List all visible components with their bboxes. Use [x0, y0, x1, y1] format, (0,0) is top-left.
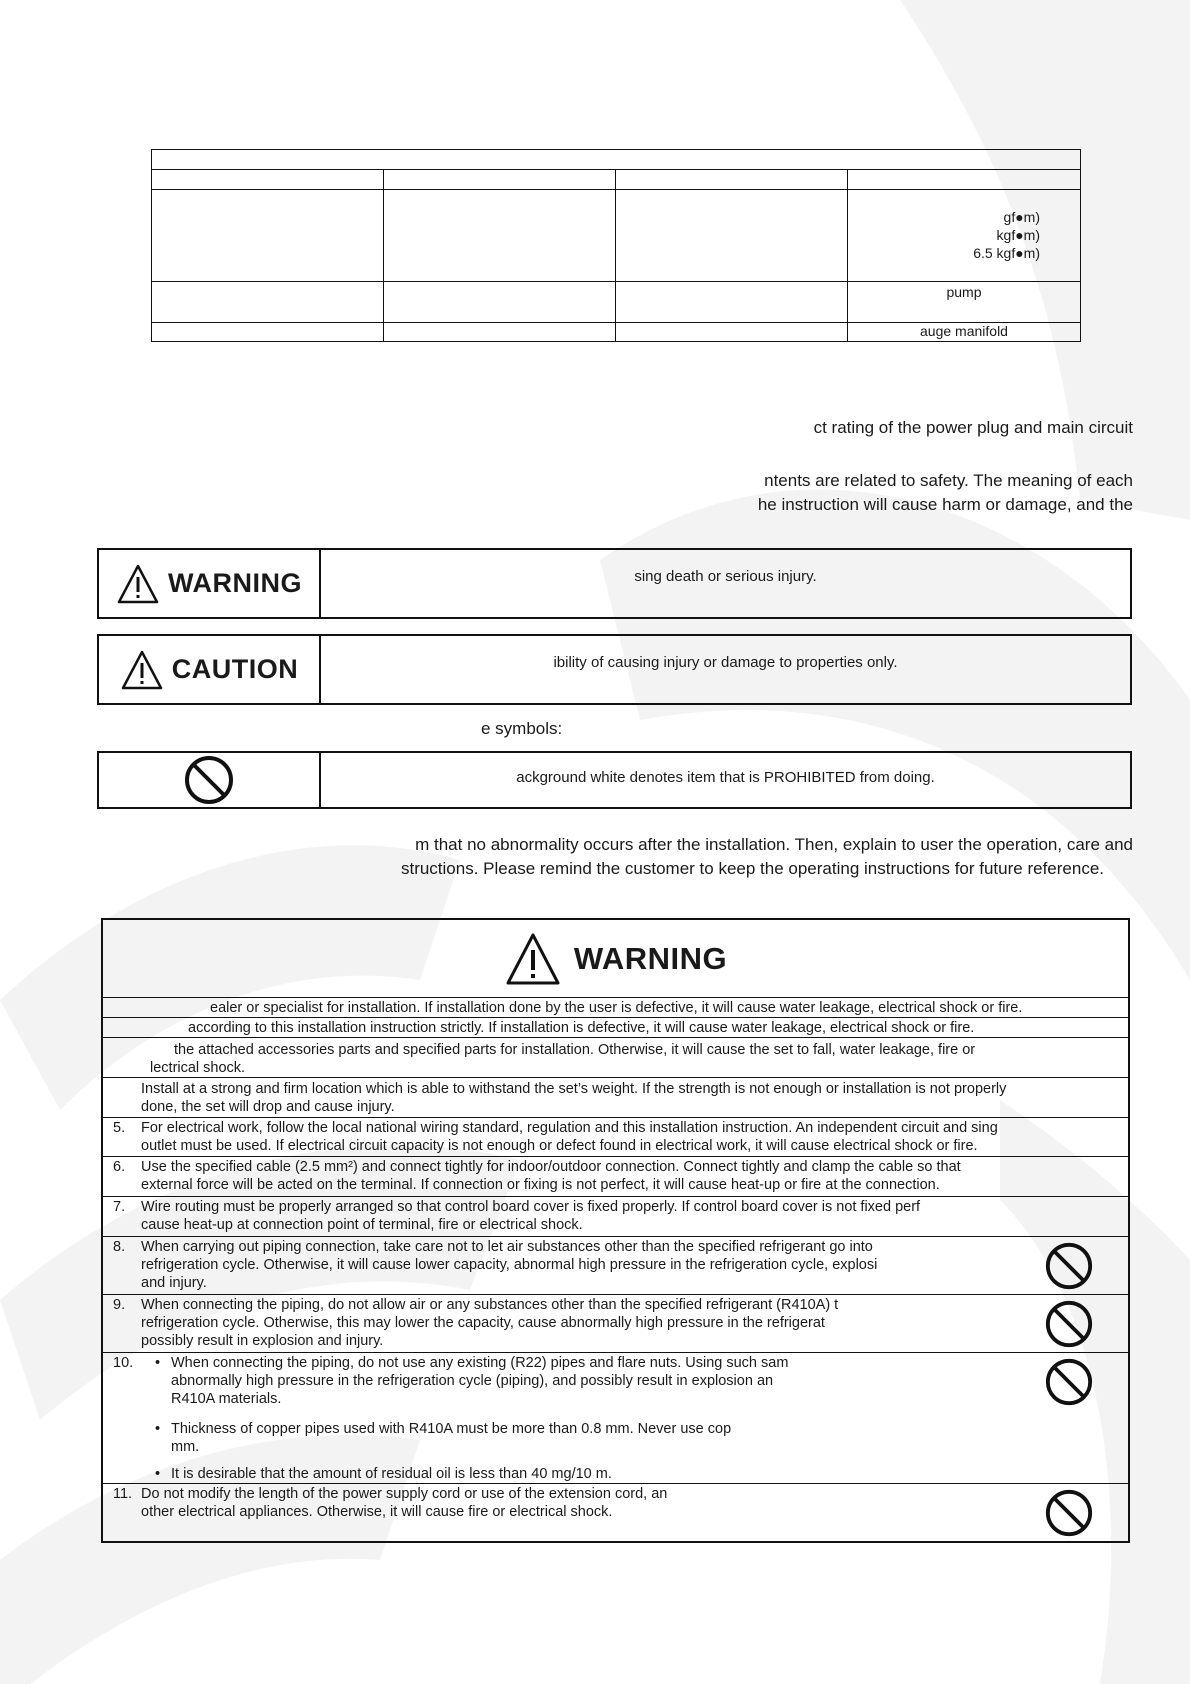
- warning-item-number: 7.: [113, 1199, 126, 1215]
- prohibited-definition-box: [97, 751, 1132, 809]
- warning-item-text: other electrical appliances. Otherwise, it will cause fire or electrical shock.: [141, 1504, 613, 1520]
- warning-item-text: Use the specified cable (2.5 mm²) and connect tightly for indoor/outdoor connection. Connect tightly and clamp the cable so that: [141, 1159, 961, 1175]
- table-cell: [384, 190, 616, 282]
- warning-list-header: [103, 920, 1128, 998]
- prohibited-icon: [1044, 1488, 1094, 1538]
- torque-values-cell: [848, 190, 1081, 282]
- bullet: •: [155, 1355, 161, 1371]
- prohibited-icon: [183, 754, 235, 806]
- warning-item-number: 9.: [113, 1297, 126, 1313]
- warning-item: [103, 1018, 1128, 1038]
- warning-definition-text: sing death or serious injury.: [634, 568, 817, 585]
- warning-item: [103, 1078, 1128, 1118]
- warning-item: [103, 1118, 1128, 1157]
- warning-item-text: outlet must be used. If electrical circuit capacity is not enough or defect found in electrical work, it will cause electrical shock or fire.: [141, 1138, 978, 1154]
- caution-label: CAUTION: [171, 654, 299, 684]
- torque-value: kgf●m): [996, 227, 1040, 243]
- table-cell: [152, 150, 1081, 170]
- intro-line: he instruction will cause harm or damage, and the: [757, 495, 1133, 514]
- prohibited-icon: [1044, 1357, 1094, 1407]
- warning-item-number: 5.: [113, 1120, 126, 1136]
- table-cell: [616, 323, 848, 342]
- warning-item-text: according to this installation instruction strictly. If installation is defective, it will cause water leakage, electrical shock or fire.: [188, 1020, 975, 1036]
- warning-item-text: lectrical shock.: [150, 1060, 246, 1076]
- caution-label-cell: [99, 636, 321, 703]
- bullet: •: [155, 1421, 161, 1437]
- table-cell: [152, 190, 384, 282]
- warning-bullet-text: Thickness of copper pipes used with R410A must be more than 0.8 mm. Never use cop: [171, 1421, 732, 1437]
- warning-item-text: external force will be acted on the terminal. If connection or fixing is not perfect, it will cause heat-up or fire at the connection.: [141, 1177, 940, 1193]
- warning-item: [103, 1484, 1128, 1540]
- prohibited-icon: [1044, 1241, 1094, 1291]
- table-cell: [152, 323, 384, 342]
- warning-item-number: 11.: [113, 1486, 133, 1502]
- warning-item-text: Install at a strong and firm location which is able to withstand the set’s weight. If the strength is not enough or installation is not properly: [141, 1081, 1007, 1097]
- symbols-heading: e symbols:: [481, 719, 563, 738]
- warning-item-text: cause heat-up at connection point of terminal, fire or electrical shock.: [141, 1217, 583, 1233]
- after-install-line: structions. Please remind the customer to keep the operating instructions for future reference.: [400, 859, 1104, 878]
- warning-triangle-icon: [504, 931, 562, 987]
- warning-item-text: refrigeration cycle. Otherwise, this may lower the capacity, cause abnormally high pressure in the refrigerat: [141, 1315, 825, 1331]
- table-cell: [848, 170, 1081, 190]
- caution-definition-box: [97, 634, 1132, 705]
- warning-bullet-text: abnormally high pressure in the refrigeration cycle (piping), and possibly result in explosion an: [171, 1373, 774, 1389]
- table-row: [152, 170, 1081, 190]
- table-cell: [152, 282, 384, 323]
- warning-item-text: the attached accessories parts and specified parts for installation. Otherwise, it will cause the set to fall, water leakage, fire or: [174, 1042, 976, 1058]
- table-cell: [616, 170, 848, 190]
- table-cell: [616, 282, 848, 323]
- warning-item-number: 8.: [113, 1239, 126, 1255]
- warning-item-number: 6.: [113, 1159, 126, 1175]
- warning-bullet-text: R410A materials.: [171, 1391, 282, 1407]
- warning-item-text: Do not modify the length of the power supply cord or use of the extension cord, an: [141, 1486, 668, 1502]
- table-row: [152, 190, 1081, 282]
- warning-bullet-text: When connecting the piping, do not use any existing (R22) pipes and flare nuts. Using such sam: [171, 1355, 789, 1371]
- spec-table: [151, 149, 1081, 342]
- warning-item: [103, 998, 1128, 1018]
- intro-line: ct rating of the power plug and main circuit: [813, 418, 1133, 437]
- table-row: [152, 323, 1081, 342]
- warning-item: [103, 1353, 1128, 1484]
- warning-item-text: and injury.: [141, 1275, 207, 1291]
- warning-item-text: ealer or specialist for installation. If installation done by the user is defective, it will cause water leakage, electrical shock or fire.: [210, 1000, 1023, 1016]
- table-cell: [384, 282, 616, 323]
- table-cell: [616, 190, 848, 282]
- table-cell: [152, 170, 384, 190]
- bullet: •: [155, 1466, 161, 1482]
- torque-value: gf●m): [1003, 209, 1040, 225]
- warning-triangle-icon: [116, 563, 160, 605]
- caution-triangle-icon: [120, 649, 164, 691]
- warning-label: WARNING: [168, 568, 302, 598]
- table-row: [152, 282, 1081, 323]
- warning-item: [103, 1157, 1128, 1197]
- intro-line: ntents are related to safety. The meaning of each: [764, 471, 1133, 490]
- warning-item-text: refrigeration cycle. Otherwise, it will cause lower capacity, abnormal high pressure in the refrigeration cycle, explosi: [141, 1257, 878, 1273]
- warning-item-number: 10.: [113, 1355, 134, 1371]
- warning-item-text: For electrical work, follow the local national wiring standard, regulation and this installation instruction. An independent circuit and sing: [141, 1120, 998, 1136]
- prohibited-icon: [1044, 1299, 1094, 1349]
- spec-table-title-row: [152, 150, 1081, 170]
- prohibited-symbol-cell: [99, 753, 321, 807]
- table-cell: [384, 170, 616, 190]
- warning-item: [103, 1038, 1128, 1078]
- warning-item-text: When carrying out piping connection, take care not to let air substances other than the specified refrigerant go into: [141, 1239, 873, 1255]
- warning-item-text: possibly result in explosion and injury.: [141, 1333, 384, 1349]
- prohibited-definition-text: ackground white denotes item that is PROHIBITED from doing.: [516, 769, 935, 786]
- warning-item: [103, 1197, 1128, 1237]
- warning-list-title: WARNING: [573, 940, 728, 976]
- warning-list: [101, 918, 1130, 1543]
- torque-value: 6.5 kgf●m): [973, 245, 1040, 261]
- warning-item-text: Wire routing must be properly arranged so that control board cover is fixed properly. If control board cover is not fixed perf: [141, 1199, 921, 1215]
- tool-cell: pump: [848, 282, 1081, 323]
- warning-label-cell: [99, 550, 321, 617]
- warning-definition-box: [97, 548, 1132, 619]
- warning-item: [103, 1295, 1128, 1353]
- warning-item: [103, 1237, 1128, 1295]
- after-install-line: m that no abnormality occurs after the installation. Then, explain to user the operation, care and: [415, 835, 1133, 854]
- warning-item-text: done, the set will drop and cause injury.: [141, 1099, 395, 1115]
- warning-item-text: When connecting the piping, do not allow air or any substances other than the specified refrigerant (R410A) t: [141, 1297, 839, 1313]
- warning-bullet-text: It is desirable that the amount of residual oil is less than 40 mg/10 m.: [171, 1466, 612, 1482]
- caution-definition-text: ibility of causing injury or damage to properties only.: [553, 654, 898, 671]
- tool-cell: auge manifold: [848, 323, 1081, 342]
- table-cell: [384, 323, 616, 342]
- warning-bullet-text: mm.: [171, 1439, 200, 1455]
